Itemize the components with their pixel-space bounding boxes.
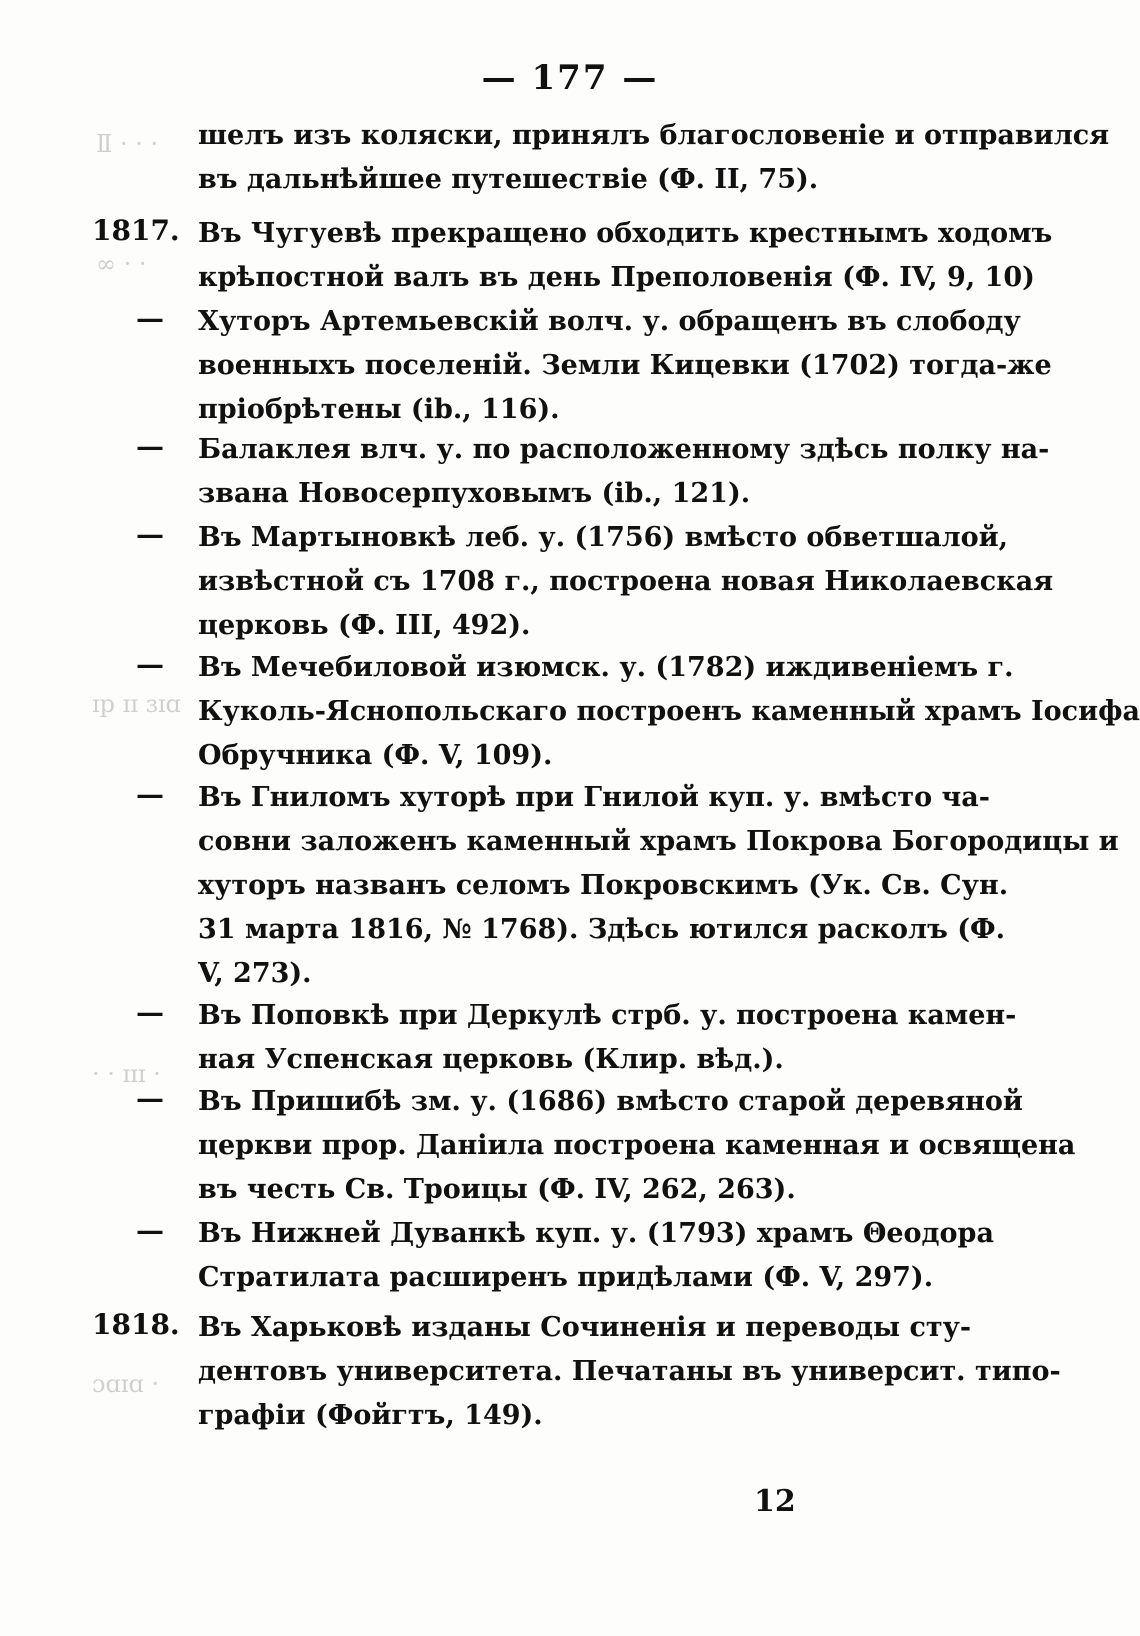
text-line: V, 273). xyxy=(198,958,312,989)
bleed-through: · · ɪɪɪ · xyxy=(92,1060,161,1088)
text-line: Обручника (Ф. V, 109). xyxy=(198,740,553,771)
dash-label: — xyxy=(136,518,164,551)
signature-mark: 12 xyxy=(754,1484,796,1519)
text-line: Куколь-Яснопольскаго построенъ каменный храмъ Іосифа xyxy=(198,696,1140,727)
dash-label: — xyxy=(136,1082,164,1115)
text-line: Хуторъ Артемьевскій волч. у. обращенъ въ слободу xyxy=(198,306,1021,337)
text-line: Въ Поповкѣ при Деркулѣ стрб. у. построена камен- xyxy=(198,1000,1017,1031)
dash-label: — xyxy=(136,648,164,681)
text-line: церковь (Ф. III, 492). xyxy=(198,610,531,641)
year-label: 1818. xyxy=(92,1308,180,1341)
text-line: хуторъ названъ селомъ Покровскимъ (Ук. Св. Сун. xyxy=(198,870,1009,901)
text-line: военныхъ поселеній. Земли Кицевки (1702) тогда-же xyxy=(198,350,1052,381)
text-line: шелъ изъ коляски, принялъ благословеніе и отправился xyxy=(198,120,1110,151)
page-number: — 177 — xyxy=(481,58,659,98)
text-line: графіи (Фойгтъ, 149). xyxy=(198,1400,543,1431)
text-line: Стратилата расширенъ придѣлами (Ф. V, 297). xyxy=(198,1262,934,1293)
year-label: 1817. xyxy=(92,214,180,247)
text-line: въ честь Св. Троицы (Ф. IV, 262, 263). xyxy=(198,1174,796,1205)
bleed-through: ∞ · · xyxy=(96,250,147,278)
text-line: дентовъ университета. Печатаны въ университ. типо- xyxy=(198,1356,1061,1387)
text-line: крѣпостной валъ въ день Преполовенія (Ф. IV, 9, 10) xyxy=(198,262,1035,293)
text-line: звана Новосерпуховымъ (ib., 121). xyxy=(198,478,751,509)
text-line: ная Успенская церковь (Клир. вѣд.). xyxy=(198,1044,784,1075)
text-line: Въ Пришибѣ зм. у. (1686) вмѣсто старой деревяной xyxy=(198,1086,1023,1117)
bleed-through: Ⅱ · · · xyxy=(96,130,159,158)
text-line: совни заложенъ каменный храмъ Покрова Богородицы и xyxy=(198,826,1119,857)
text-line: извѣстной съ 1708 г., построена новая Николаевская xyxy=(198,566,1054,597)
dash-label: — xyxy=(136,996,164,1029)
text-line: Въ Мартыновкѣ леб. у. (1756) вмѣсто обветшалой, xyxy=(198,522,1009,553)
text-line: церкви прор. Даніила построена каменная и освящена xyxy=(198,1130,1076,1161)
text-line: Въ Нижней Дуванкѣ куп. у. (1793) храмъ Θеодора xyxy=(198,1218,994,1249)
bleed-through: ɪp ɪɪ ɜɪɑ xyxy=(92,690,181,718)
text-line: Въ Мечебиловой изюмск. у. (1782) иждивеніемъ г. xyxy=(198,652,1014,683)
text-line: Въ Чугуевѣ прекращено обходить крестнымъ ходомъ xyxy=(198,218,1053,249)
text-line: въ дальнѣйшее путешествіе (Ф. II, 75). xyxy=(198,164,819,195)
dash-label: — xyxy=(136,1214,164,1247)
text-line: 31 марта 1816, № 1768). Здѣсь ютился расколъ (Ф. xyxy=(198,914,1005,945)
bleed-through: ɔɑɪɑ · xyxy=(92,1370,160,1398)
dash-label: — xyxy=(136,430,164,463)
text-line: Въ Гниломъ хуторѣ при Гнилой куп. у. вмѣсто ча- xyxy=(198,782,990,813)
text-line: Балаклея влч. у. по расположенному здѣсь полку на- xyxy=(198,434,1050,465)
dash-label: — xyxy=(136,778,164,811)
dash-label: — xyxy=(136,302,164,335)
text-line: Въ Харьковѣ изданы Сочиненія и переводы сту- xyxy=(198,1312,972,1343)
text-line: пріобрѣтены (ib., 116). xyxy=(198,394,560,425)
